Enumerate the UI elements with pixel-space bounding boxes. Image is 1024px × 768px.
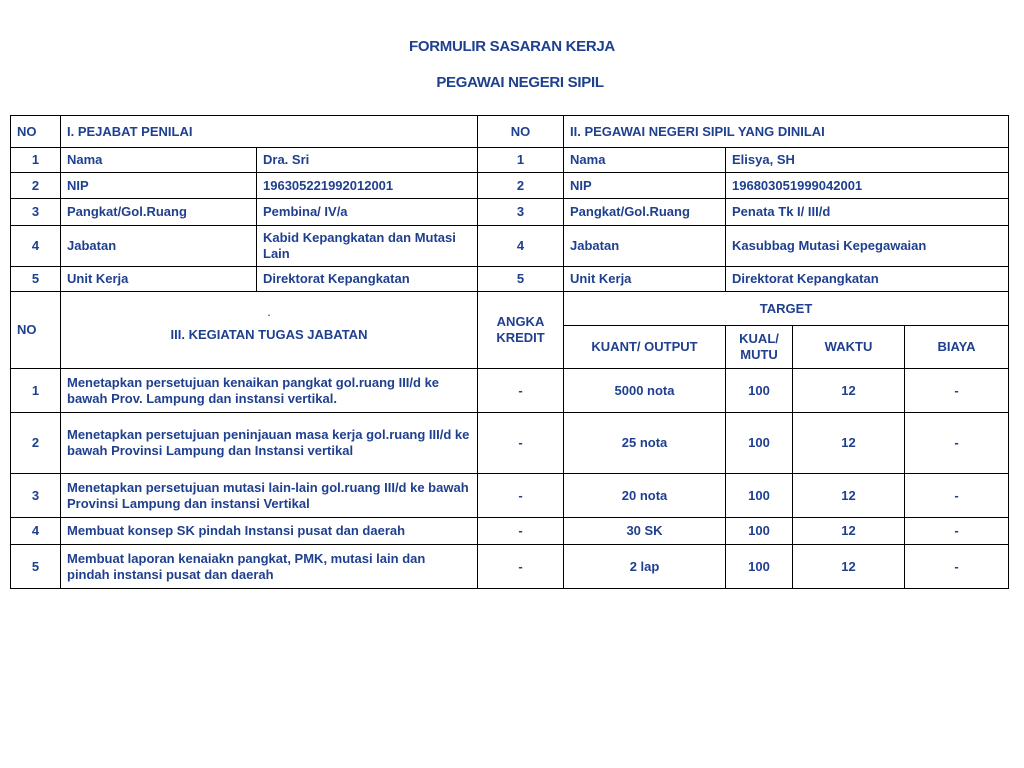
task-header-row bbox=[11, 292, 1009, 326]
task-kegiatan: Membuat konsep SK pindah Instansi pusat dan daerah bbox=[61, 518, 478, 545]
task-angka-kredit: - bbox=[478, 369, 564, 413]
task-header-kegiatan bbox=[61, 292, 478, 369]
task-angka-kredit: - bbox=[478, 474, 564, 518]
task-kual-mutu: 100 bbox=[726, 545, 793, 589]
task-biaya: - bbox=[905, 518, 1009, 545]
identity-label-left: NIP bbox=[61, 173, 257, 199]
identity-row bbox=[11, 226, 1009, 267]
task-row bbox=[11, 413, 1009, 474]
identity-no-right: 4 bbox=[478, 226, 564, 267]
identity-value-right: Penata Tk I/ III/d bbox=[726, 199, 1009, 226]
task-kual-mutu: 100 bbox=[726, 474, 793, 518]
identity-label-left: Jabatan bbox=[61, 226, 257, 267]
identity-no: 2 bbox=[11, 173, 61, 199]
task-kegiatan: Menetapkan persetujuan peninjauan masa kerja gol.ruang III/d ke bawah Provinsi Lampung dan Instansi vertikal bbox=[61, 413, 478, 474]
identity-value-left: Direktorat Kepangkatan bbox=[257, 267, 478, 292]
identity-no: 5 bbox=[11, 267, 61, 292]
header-pns-dinilai: II. PEGAWAI NEGERI SIPIL YANG DINILAI bbox=[564, 116, 1009, 148]
task-angka-kredit: - bbox=[478, 518, 564, 545]
identity-row bbox=[11, 173, 1009, 199]
identity-row bbox=[11, 267, 1009, 292]
identity-no: 1 bbox=[11, 148, 61, 173]
identity-label-right: NIP bbox=[564, 173, 726, 199]
header-dot: . bbox=[267, 308, 271, 318]
identity-value-left: Kabid Kepangkatan dan Mutasi Lain bbox=[257, 226, 478, 267]
task-kuant-output: 25 nota bbox=[564, 413, 726, 474]
identity-label-right: Pangkat/Gol.Ruang bbox=[564, 199, 726, 226]
task-kuant-output: 20 nota bbox=[564, 474, 726, 518]
task-biaya: - bbox=[905, 545, 1009, 589]
identity-label-left: Pangkat/Gol.Ruang bbox=[61, 199, 257, 226]
task-no: 2 bbox=[11, 413, 61, 474]
identity-no-right: 1 bbox=[478, 148, 564, 173]
task-header-kual-mutu: KUAL/ MUTU bbox=[726, 326, 793, 369]
task-no: 4 bbox=[11, 518, 61, 545]
identity-header-row bbox=[11, 116, 1009, 148]
form-title: FORMULIR SASARAN KERJA bbox=[409, 38, 615, 55]
task-no: 1 bbox=[11, 369, 61, 413]
identity-value-left: 196305221992012001 bbox=[257, 173, 478, 199]
task-no: 3 bbox=[11, 474, 61, 518]
task-angka-kredit: - bbox=[478, 413, 564, 474]
task-header-kegiatan-label: III. KEGIATAN TUGAS JABATAN bbox=[170, 327, 368, 342]
identity-value-right: Kasubbag Mutasi Kepegawaian bbox=[726, 226, 1009, 267]
header-pejabat-penilai: I. PEJABAT PENILAI bbox=[61, 116, 478, 148]
identity-no-right: 5 bbox=[478, 267, 564, 292]
identity-no: 3 bbox=[11, 199, 61, 226]
identity-no-right: 2 bbox=[478, 173, 564, 199]
task-kuant-output: 5000 nota bbox=[564, 369, 726, 413]
task-row bbox=[11, 369, 1009, 413]
identity-row bbox=[11, 148, 1009, 173]
task-biaya: - bbox=[905, 474, 1009, 518]
task-row bbox=[11, 518, 1009, 545]
identity-label-left: Unit Kerja bbox=[61, 267, 257, 292]
task-waktu: 12 bbox=[793, 413, 905, 474]
header-no-right: NO bbox=[478, 116, 564, 148]
task-kegiatan: Membuat laporan kenaiakn pangkat, PMK, mutasi lain dan pindah instansi pusat dan daerah bbox=[61, 545, 478, 589]
identity-label-left: Nama bbox=[61, 148, 257, 173]
identity-no-right: 3 bbox=[478, 199, 564, 226]
identity-value-left: Dra. Sri bbox=[257, 148, 478, 173]
identity-value-right: Elisya, SH bbox=[726, 148, 1009, 173]
task-header-biaya: BIAYA bbox=[905, 326, 1009, 369]
form-subtitle: PEGAWAI NEGERI SIPIL bbox=[436, 74, 604, 91]
task-kual-mutu: 100 bbox=[726, 518, 793, 545]
task-no: 5 bbox=[11, 545, 61, 589]
identity-row bbox=[11, 199, 1009, 226]
task-waktu: 12 bbox=[793, 545, 905, 589]
identity-value-left: Pembina/ IV/a bbox=[257, 199, 478, 226]
task-header-no: NO bbox=[11, 292, 61, 369]
identity-no: 4 bbox=[11, 226, 61, 267]
task-kuant-output: 30 SK bbox=[564, 518, 726, 545]
task-biaya: - bbox=[905, 413, 1009, 474]
task-header-angka-kredit: ANGKA KREDIT bbox=[478, 292, 564, 369]
task-header-target: TARGET bbox=[564, 292, 1009, 326]
task-biaya: - bbox=[905, 369, 1009, 413]
header-no-left: NO bbox=[11, 116, 61, 148]
task-waktu: 12 bbox=[793, 369, 905, 413]
identity-label-right: Nama bbox=[564, 148, 726, 173]
identity-value-right: Direktorat Kepangkatan bbox=[726, 267, 1009, 292]
task-header-kuant-output: KUANT/ OUTPUT bbox=[564, 326, 726, 369]
task-kual-mutu: 100 bbox=[726, 413, 793, 474]
task-kual-mutu: 100 bbox=[726, 369, 793, 413]
task-kegiatan: Menetapkan persetujuan mutasi lain-lain gol.ruang III/d ke bawah Provinsi Lampung dan instansi Vertikal bbox=[61, 474, 478, 518]
task-header-waktu: WAKTU bbox=[793, 326, 905, 369]
identity-label-right: Jabatan bbox=[564, 226, 726, 267]
identity-value-right: 196803051999042001 bbox=[726, 173, 1009, 199]
task-kuant-output: 2 lap bbox=[564, 545, 726, 589]
task-row bbox=[11, 474, 1009, 518]
sasaran-kerja-table bbox=[10, 115, 1009, 589]
task-waktu: 12 bbox=[793, 474, 905, 518]
identity-label-right: Unit Kerja bbox=[564, 267, 726, 292]
task-angka-kredit: - bbox=[478, 545, 564, 589]
task-row bbox=[11, 545, 1009, 589]
task-waktu: 12 bbox=[793, 518, 905, 545]
task-kegiatan: Menetapkan persetujuan kenaikan pangkat gol.ruang III/d ke bawah Prov. Lampung dan instansi vertikal. bbox=[61, 369, 478, 413]
